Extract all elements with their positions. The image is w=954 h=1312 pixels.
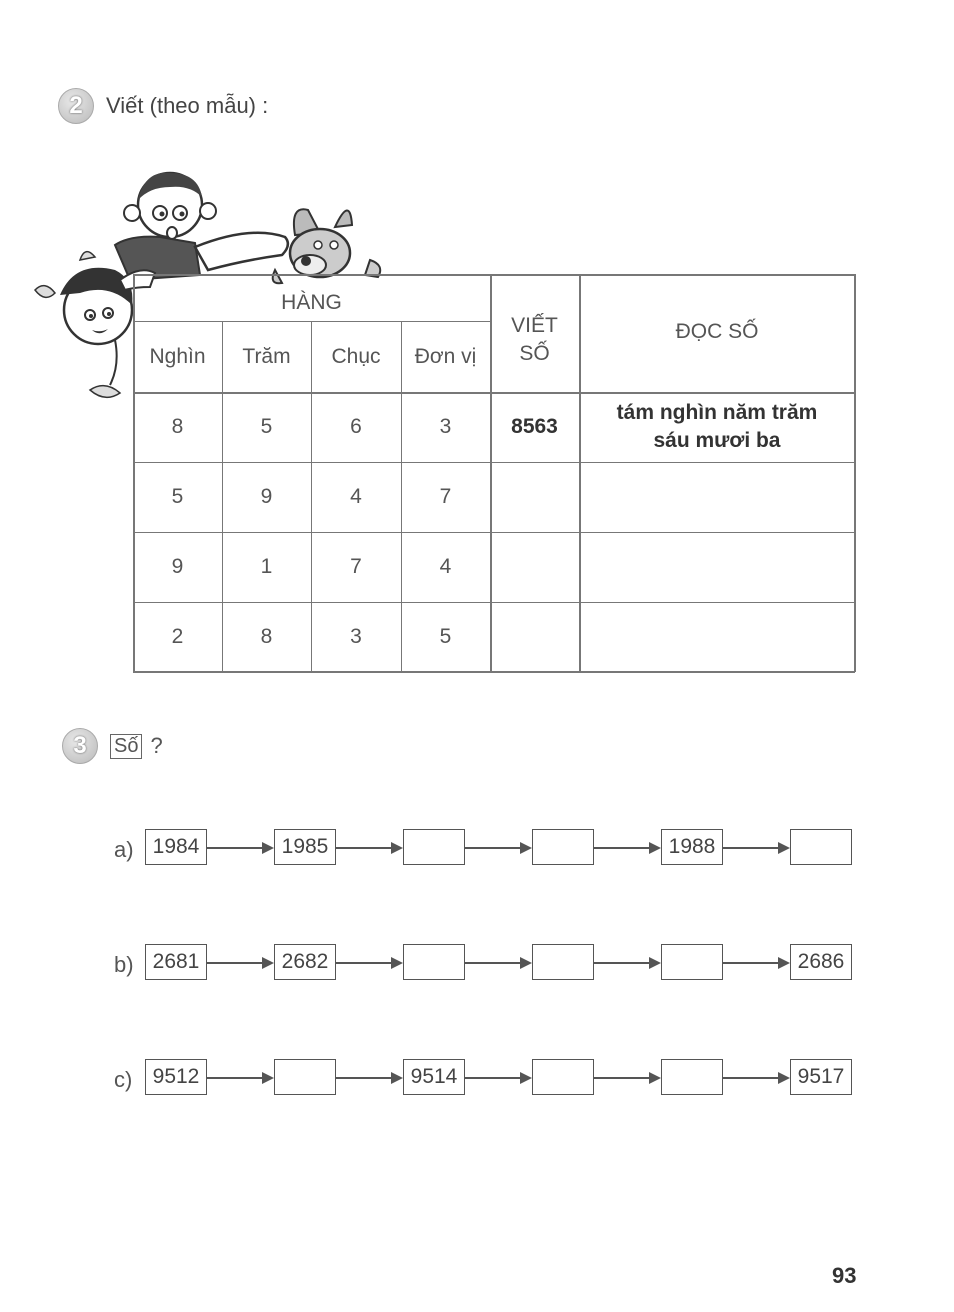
arrow [723,847,788,849]
number-box: 9512 [145,1059,207,1095]
read-number-blank[interactable] [579,532,855,602]
read-number: tám nghìn năm trăm sáu mươi ba [616,401,818,452]
table-cell: 7 [350,555,362,578]
arrow [207,962,272,964]
arrow [465,962,530,964]
question-mark: ? [150,733,163,758]
exercise-number-badge: 2 [58,88,94,124]
table-cell: 2 [171,625,184,648]
table-cell: 3 [350,625,362,648]
written-number-blank[interactable] [490,462,579,532]
boxed-label: Số [110,734,142,759]
number-box-blank[interactable] [532,1059,594,1095]
column-header: Đơn vị [414,345,477,368]
table-cell: 7 [439,485,452,508]
number-box: 2681 [145,944,207,980]
arrow [336,962,401,964]
number-box: 1985 [274,829,336,865]
arrow [723,962,788,964]
table-cell: 6 [350,415,362,438]
number-box: 9514 [403,1059,465,1095]
written-number-blank[interactable] [490,532,579,602]
table-cell: 5 [260,415,273,438]
number-box-blank[interactable] [661,1059,723,1095]
arrow [594,962,659,964]
table-cell: 4 [439,555,452,578]
arrow [336,847,401,849]
table-cell: 5 [171,485,184,508]
exercise-2-header [58,88,268,124]
number-box-blank[interactable] [403,944,465,980]
read-number-header: ĐỌC SỐ [675,319,759,343]
number-box: 9517 [790,1059,852,1095]
column-header: Chục [331,345,381,368]
number-box-blank[interactable] [532,829,594,865]
number-box: 2682 [274,944,336,980]
arrow [594,847,659,849]
written-number-blank[interactable] [490,602,579,672]
chain-label-c: c) [114,1067,133,1092]
table-cell: 1 [260,555,273,578]
number-box-blank[interactable] [403,829,465,865]
written-number: 8563 [511,415,558,438]
table-cell: 9 [260,485,273,508]
exercise-number-badge: 3 [62,728,98,764]
number-box-blank[interactable] [790,829,852,865]
place-value-table [133,274,855,672]
arrow [465,847,530,849]
number-box: 1984 [145,829,207,865]
arrow [207,847,272,849]
read-number-blank[interactable] [579,602,855,672]
table-cell: 8 [171,415,184,438]
table-cell: 3 [439,415,452,438]
table-cell: 8 [260,625,273,648]
number-box-blank[interactable] [274,1059,336,1095]
table-cell: 5 [439,625,452,648]
arrow [465,1077,530,1079]
column-header: Nghìn [149,345,206,368]
number-box: 2686 [790,944,852,980]
exercise-3-header [62,728,163,764]
number-box: 1988 [661,829,723,865]
exercise-title: Viết (theo mẫu) : [106,93,269,118]
number-box-blank[interactable] [661,944,723,980]
table-cell: 9 [171,555,184,578]
column-header: Trăm [242,345,291,368]
chain-label-b: b) [114,952,134,977]
page-number: 93 [832,1263,857,1288]
arrow [594,1077,659,1079]
chain-label-a: a) [114,837,134,862]
number-box-blank[interactable] [532,944,594,980]
table-cell: 4 [350,485,362,508]
read-number-blank[interactable] [579,462,855,532]
arrow [207,1077,272,1079]
write-number-header: VIẾT SỐ [511,314,558,365]
group-header: HÀNG [281,290,342,314]
arrow [336,1077,401,1079]
arrow [723,1077,788,1079]
